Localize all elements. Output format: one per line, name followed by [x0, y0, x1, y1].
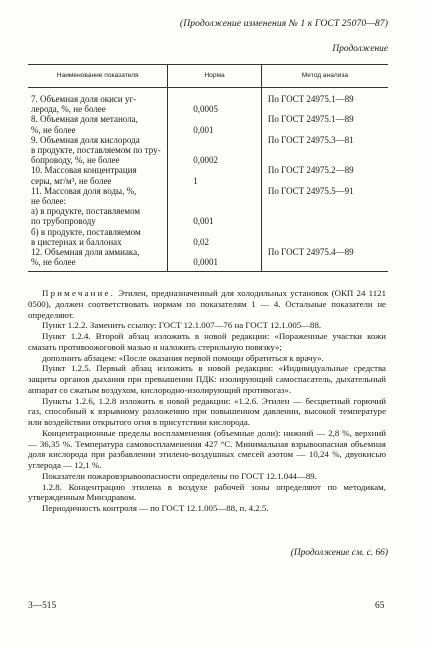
method-cell — [261, 145, 388, 155]
paragraph — [28, 363, 386, 395]
method-cell — [261, 237, 388, 247]
indicator-cell: 7. Объемная доля окиси уг- — [31, 94, 137, 104]
norm-cell: 0,0002 — [168, 155, 262, 165]
table-row — [28, 165, 388, 175]
indicator-cell: лерода, %, не более — [31, 104, 106, 115]
indicator-cell: бопроводу, %, не более — [31, 155, 120, 166]
norm-cell — [168, 88, 262, 105]
table-row — [28, 104, 388, 114]
method-cell — [261, 104, 388, 114]
method-cell: По ГОСТ 24975.2—89 — [261, 165, 388, 175]
table-body — [28, 88, 388, 272]
norm-cell: 0,02 — [168, 237, 262, 247]
method-cell — [261, 257, 388, 272]
norm-cell — [168, 165, 262, 175]
print-mark: 3—515 — [28, 601, 57, 611]
indicator-cell: 10. Массовая концентрация — [31, 165, 137, 176]
indicator-cell: а) в продукте, поставляемом — [31, 206, 141, 217]
note-label: Примечание. — [42, 288, 116, 298]
table-row — [28, 145, 388, 155]
table-row — [28, 114, 388, 124]
paragraph-text: Этилен, предназначенный для холодильных установок (ОКП 24 1121 0500), должен соответствовать нормам по показателям 1 — 4. Остальные показатели не определяют. — [28, 288, 386, 320]
norm-cell — [168, 247, 262, 257]
table-row — [28, 125, 388, 135]
norm-cell — [168, 196, 262, 206]
table-row — [28, 196, 388, 206]
table-row — [28, 227, 388, 237]
norm-cell: 0,001 — [168, 125, 262, 135]
table-row — [28, 206, 388, 216]
method-cell: По ГОСТ 24975.1—89 — [261, 114, 388, 124]
table-row — [28, 237, 388, 247]
indicator-cell: б) в продукте, поставляемом — [31, 226, 141, 237]
paragraph — [28, 482, 386, 504]
method-cell — [261, 216, 388, 226]
page-number: 65 — [375, 601, 385, 611]
method-cell — [261, 176, 388, 186]
paragraph-text: Пункт 1.2.5. Первый абзац изложить в новой редакции: «Индивидуальные средства защиты органов дыхания при превышении ПДК: изолирующий самоспасатель, дыхательный аппарат со сжатым воздухом, кислородно-изолирующий противогаз». — [28, 363, 386, 395]
norm-cell — [168, 186, 262, 196]
norm-cell — [168, 227, 262, 237]
paragraph — [28, 288, 386, 320]
paragraph — [28, 503, 386, 514]
header-norm: Норма — [168, 65, 262, 88]
continuation-footer: (Продолжение см. с. 66) — [290, 548, 388, 558]
norm-cell: 0,001 — [168, 216, 262, 226]
paragraph-text: Пункт 1.2.4. Второй абзац изложить в новой редакции: «Пораженные участки кожи смазать противоожоговой мазью и наложить стерильную повязку»; — [28, 331, 386, 352]
indicator-cell: в цистернах и баллонах — [31, 236, 122, 247]
norm-cell — [168, 206, 262, 216]
norm-cell — [168, 114, 262, 124]
header-indicator-name: Наименование показателя — [28, 65, 168, 88]
table-header-row — [28, 65, 388, 88]
indicator-cell: %, не более — [31, 124, 76, 135]
method-cell — [261, 125, 388, 135]
method-cell — [261, 155, 388, 165]
indicator-cell: в продукте, поставляемом по тру- — [31, 145, 161, 156]
method-cell — [261, 227, 388, 237]
running-header: (Продолжение изменения № 1 к ГОСТ 25070—87) — [179, 18, 388, 29]
paragraph-text: 1.2.8. Концентрацию этилена в воздухе рабочей зоны определяют по методикам, утвержденным Минздравом. — [28, 481, 386, 503]
indicator-cell: 9. Объемная доля кислорода — [31, 134, 140, 145]
paragraph — [28, 331, 386, 353]
continuation-label: Продолжение — [332, 44, 388, 54]
paragraph — [28, 471, 386, 482]
indicator-cell: по трубопроводу — [31, 216, 96, 227]
table-row — [28, 186, 388, 196]
paragraph — [28, 353, 386, 364]
table-row — [28, 176, 388, 186]
method-cell: По ГОСТ 24975.5—91 — [261, 186, 388, 196]
paragraph-text: дополнить абзацем: «После оказания первой помощи обратиться к врачу». — [42, 352, 324, 363]
table-row — [28, 247, 388, 257]
norm-cell: 0,0005 — [168, 104, 262, 114]
norm-cell — [168, 145, 262, 155]
indicator-cell: не более: — [31, 196, 67, 207]
paragraph-text: Показатели пожаровзрывоопасности определены по ГОСТ 12.1.044—89. — [42, 470, 317, 481]
header-analysis-method: Метод анализа — [261, 65, 388, 88]
table-row — [28, 135, 388, 145]
method-cell: По ГОСТ 24975.1—89 — [261, 88, 388, 105]
norm-cell: 0,0001 — [168, 257, 262, 272]
indicator-cell: серы, мг/м³, не более — [31, 175, 112, 186]
table-row — [28, 216, 388, 226]
norms-table — [28, 64, 388, 272]
paragraph-text: Концентрационные пределы воспламенения (объемные доли): нижний — 2,8 %, верхний — 36,35 %. Температура самовоспламенения 427 °С. Минимальная взрывоопасная объемная доля кислорода при разбавлении этилено-воздушных смесей азотом — 10,24 %, двуокисью углерода — 12,1 %. — [28, 427, 386, 470]
paragraph — [28, 320, 386, 331]
paragraph-text: Пункт 1.2.2. Заменить ссылку: ГОСТ 12.1.007—76 на ГОСТ 12.1.005—88. — [42, 320, 322, 331]
norm-cell — [168, 135, 262, 145]
table-row — [28, 88, 388, 105]
amendment-text — [28, 288, 386, 514]
paragraph-text: Периодичность контроля — по ГОСТ 12.1.005—88, п. 4.2.5. — [42, 503, 269, 513]
method-cell — [261, 206, 388, 216]
indicator-cell: 8. Объемная доля метанола, — [31, 114, 138, 125]
indicator-cell: %, не более — [28, 257, 168, 272]
paragraph — [28, 428, 386, 471]
indicator-cell: 11. Массовая доля воды, %, — [31, 185, 137, 196]
paragraph-text: Пункты 1.2.6, 1.2.8 изложить в новой редакции: «1.2.6. Этилен — бесцветный горючий газ, способный к взрывному разложению при повышенном давлении, высокой температуре или воздействии открытого огня в присутствии кислорода. — [28, 395, 386, 427]
paragraph — [28, 396, 386, 428]
table-row — [28, 155, 388, 165]
method-cell: По ГОСТ 24975.4—89 — [261, 247, 388, 257]
indicator-cell: 12. Объемная доля аммиака, — [31, 247, 140, 258]
norm-cell: 1 — [168, 176, 262, 186]
method-cell: По ГОСТ 24975.3—81 — [261, 135, 388, 145]
table-row — [28, 257, 388, 272]
method-cell — [261, 196, 388, 206]
